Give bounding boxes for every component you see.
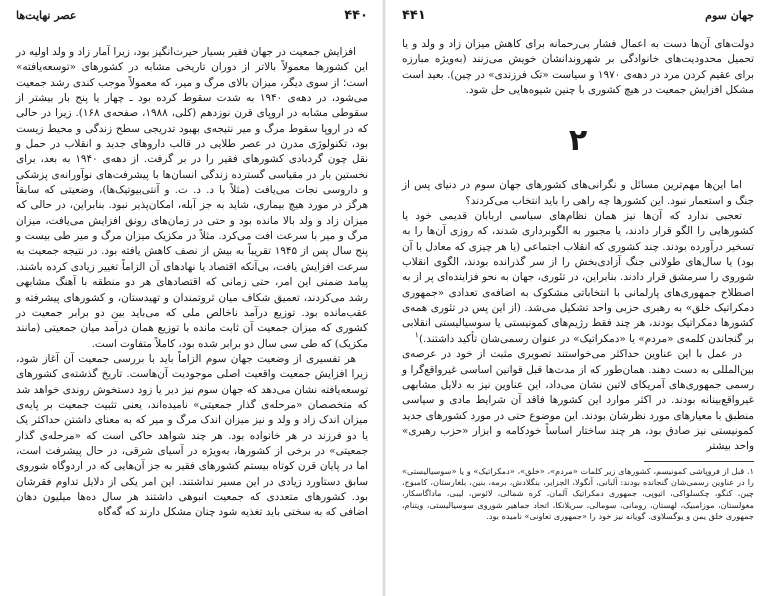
footnote-text: ۱. قبل از فروپاشی کمونیسم، کشورهای زیر کلمات «مردم»، «خلق»، «دمکراتیک» و یا «سوسیالیستی» را در عناوین رسمی‌شان گنجانده بودند: آلبانی، آنگولا، الجزایر، بنگلادش، برمه، بنین، بلغارستان، کامبوج، چین، کنگو، چکسلواکی، اتیوپی، جمهوری دمکراتیک آلمان، کره شمالی، لائوس، لیبی، ماداگاسکار، مغولستان، موزامبیک، لهستان، رومانی، سومالی، سریلانکا، اتحاد جماهیر شوروی سوسیالیستی، ویتنام، جمهوری خلق یمن و یوگسلاوی. گویانه نیز خود را «جمهوری تعاونی» نامیده بود. xyxy=(402,465,754,522)
right-body-text xyxy=(402,178,754,454)
right-paragraph-2-text: تعجبی ندارد که آن‌ها نیز همان نظام‌های سیاسی اربابان قدیمی خود یا کشورهایی را الگو قرار دادند، یا مجبور به الگوبرداری شدند، که روزی آن‌ها را به تسخیر درآورده بودند. چند کشوری که انقلاب اجتماعی (یا هر چیزی که معادل با آن بود) یا سال‌های طولانی جنگ آزادی‌بخش را از سر گذرانده بودند، الگوی انقلاب شوروی را سرمشق قرار دادند. بنابراین، در تئوری، جهان به نحو فزاینده‌ای پر از به اصطلاح جمهوری‌های پارلمانی با انتخاباتی مشکوک به اضافه‌ی تعدادی «جمهوری دمکراتیک خلق» به رهبری حزبی واحد تشکیل می‌شد. (از این پس در تئوری همه‌ی کشورها دمکراتیک بودند، هر چند فقط رژیم‌های کمونیستی یا سوسیالیستی انقلابی بر گنجاندن کلمه‌ی «مردم» یا «دمکراتیک» در عنوان رسمی‌شان تأکید داشتند.) xyxy=(402,210,754,345)
right-intro-paragraph: دولت‌های آن‌ها دست به اعمال فشار بی‌رحمانه برای کاهش میزان زاد و ولد و یا تحمیل محدودیت‌های خانوادگی بر شهروندانشان خویش می‌زنند (به‌ویژه مبارزه برای عقیم کردن مرد در دهه‌ی ۱۹۷۰ و سیاست «تک فرزندی» در چین). بعید است مشکل افزایش جمعیت در هیچ کشوری با چنین شیوه‌هایی حل شود. xyxy=(402,38,754,97)
left-page-number: ۴۴۰ xyxy=(344,8,368,23)
right-running-head xyxy=(402,8,754,31)
right-page xyxy=(384,0,768,596)
left-paragraph-1: افزایش جمعیت در جهان فقیر بسیار حیرت‌انگیز بود، زیرا آمار زاد و ولد اولیه در این کشورها معمولاً بالاتر از دوران تاریخی مشابه در کشورهای «توسعه‌یافته» است؛ از سوی دیگر، میزان بالای مرگ و میر، که معمولاً موجب کندی رشد جمعیت می‌شود، در دهه‌ی ۱۹۴۰ به شدت سقوط کرده بود ـ چهار یا پنج بار بیشتر از سقوطی مشابه در اروپای قرن نوزدهم (کلی، ۱۹۸۸، صفحه‌ی ۱۶۸). زیرا در حالی که در اروپا سقوط مرگ و میر نتیجه‌ی بهبود تدریجی سطح زندگی و محیط زیست بود، تکنولوژی مدرن در عصر طلایی در قالب داروهای جدید و انقلاب در حمل و نقل چون گردبادی کشورهای فقیر را در بر گرفت. از دهه‌ی ۱۹۴۰ به بعد، برای نخستین بار در مقیاسی گسترده زندگی انسان‌ها با پیشرفت‌های نوآورانه‌ی پزشکی و داروسی نجات می‌یافت (مثلاً با د. د. ت. و آنتی‌بیوتیک‌ها)، وضعیتی که سابقاً هرگز در مورد هیچ بیماری، شاید به جز آبله، امکان‌پذیر نبود. بنابراین، در حالی که میزان زاد و ولد بالا مانده بود و حتی در زمان‌های رونق افزایش می‌یافت، میزان مرگ و میر با سرعت افت می‌کرد. مثلاً در مکزیک میزان مرگ و میر طی بیست و پنج سال پس از ۱۹۴۵ تقریباً به بیش از نصف کاهش یافته بود. در نتیجه جمعیت به سرعت افزایش یافت، بی‌آنکه اقتصاد یا نهادهای آن الزاماً تغییر زیادی کرده باشند. پیامد ضمنی این امر، حتی زمانی که اقتصادهای هر دو منطقه با آهنگ مشابهی رشد می‌کردند، تعمیق شکاف میان ثروتمندان و تهیدستان، و کشورهای پیشرفته و عقب‌مانده بود. توزیع درآمد ناخالص ملی که می‌باید بین دو برابر جمعیت در کشوری که میزان جمعیت آن ثابت مانده با توزیع همان درآمد میان جمعیتی (مانند مکزیک) که طی سی سال دو برابر شده بود، کاملاً متفاوت است. xyxy=(16,46,369,350)
left-running-head xyxy=(16,8,368,31)
section-number: ۲ xyxy=(568,123,588,159)
right-paragraph-1: اما این‌ها مهم‌ترین مسائل و نگرانی‌های کشورهای جهان سوم در دنیای پس از جنگ و استعمار نبود. این کشورها چه راهی را باید انتخاب می‌کردند؟ xyxy=(402,179,754,207)
right-page-number: ۴۴۱ xyxy=(402,8,426,23)
right-running-title: جهان سوم xyxy=(705,9,754,22)
left-body-text xyxy=(16,45,368,521)
right-intro-text xyxy=(402,37,754,98)
right-paragraph-2 xyxy=(402,209,754,347)
left-running-title: عصر نهایت‌ها xyxy=(16,9,77,22)
left-paragraph-2: هر تفسیری از وضعیت جهان سوم الزاماً باید با بررسی جمعیت آن آغاز شود، زیرا افزایش جمعیت واقعیت اصلی موجودیت آن‌هاست. تاریخ گذشته‌ی کشورهای توسعه‌یافته نشان می‌دهد که جهان سوم نیز دیر یا زود دستخوش روندی خواهد شد که متخصصان «مرحله‌ی گذار جمعیتی» نامیده‌اند، یعنی تثبیت جمعیت بر پایه‌ی میزان اندک زاد و ولد و نیز میزان اندک مرگ و میر که به معنای داشتن حداکثر یک یا دو فرزند در هر خانواده بود. هر چند شواهد حاکی است که «مرحله‌ی گذار جمعیتی» در برخی از کشورها، به‌ویژه در آسیای شرقی، در حال پیشرفت است، اما در پایان قرن کوتاه بیستم کشورهای فقیر به جز آن‌هایی که در اردوگاه شوروی سابق دستاورد زیادی در این مسیر نداشتند. این امر یکی از دلایل تداوم فقرشان بود. کشورهای متعددی که جمعیت انبوهی داشتند هر سال ده‌ها میلیون دهان اضافی که به سختی باید تغذیه شود چنان مشکل دارند که گه‌گاه xyxy=(16,352,368,519)
footnote-divider xyxy=(644,461,754,462)
footnote-marker: ۱ xyxy=(414,330,419,340)
right-paragraph-3: در عمل با این عناوین حداکثر می‌خواستند تصویری مثبت از خود در عرصه‌ی بین‌المللی به دست دهند. همان‌طور که از مدت‌ها قبل قوانین اساسی غیرواقع‌گرا و رسمی جمهوری‌های آمریکای لاتین نشان می‌داد، این عناوین نیز به دلایل مشابهی غیرواقع‌بینانه بودند. در اکثر موارد این کشورها فاقد آن شرایط مادی و سیاسی منطبق با معیارهای مورد نظرشان بودند. این موضوع حتی در مورد کشورهای جدید کمونیستی نیز صادق بود، هر چند ساختار اساساً خودکامه و ابزار «حزب رهبری» واحد بیشتر xyxy=(402,348,754,453)
